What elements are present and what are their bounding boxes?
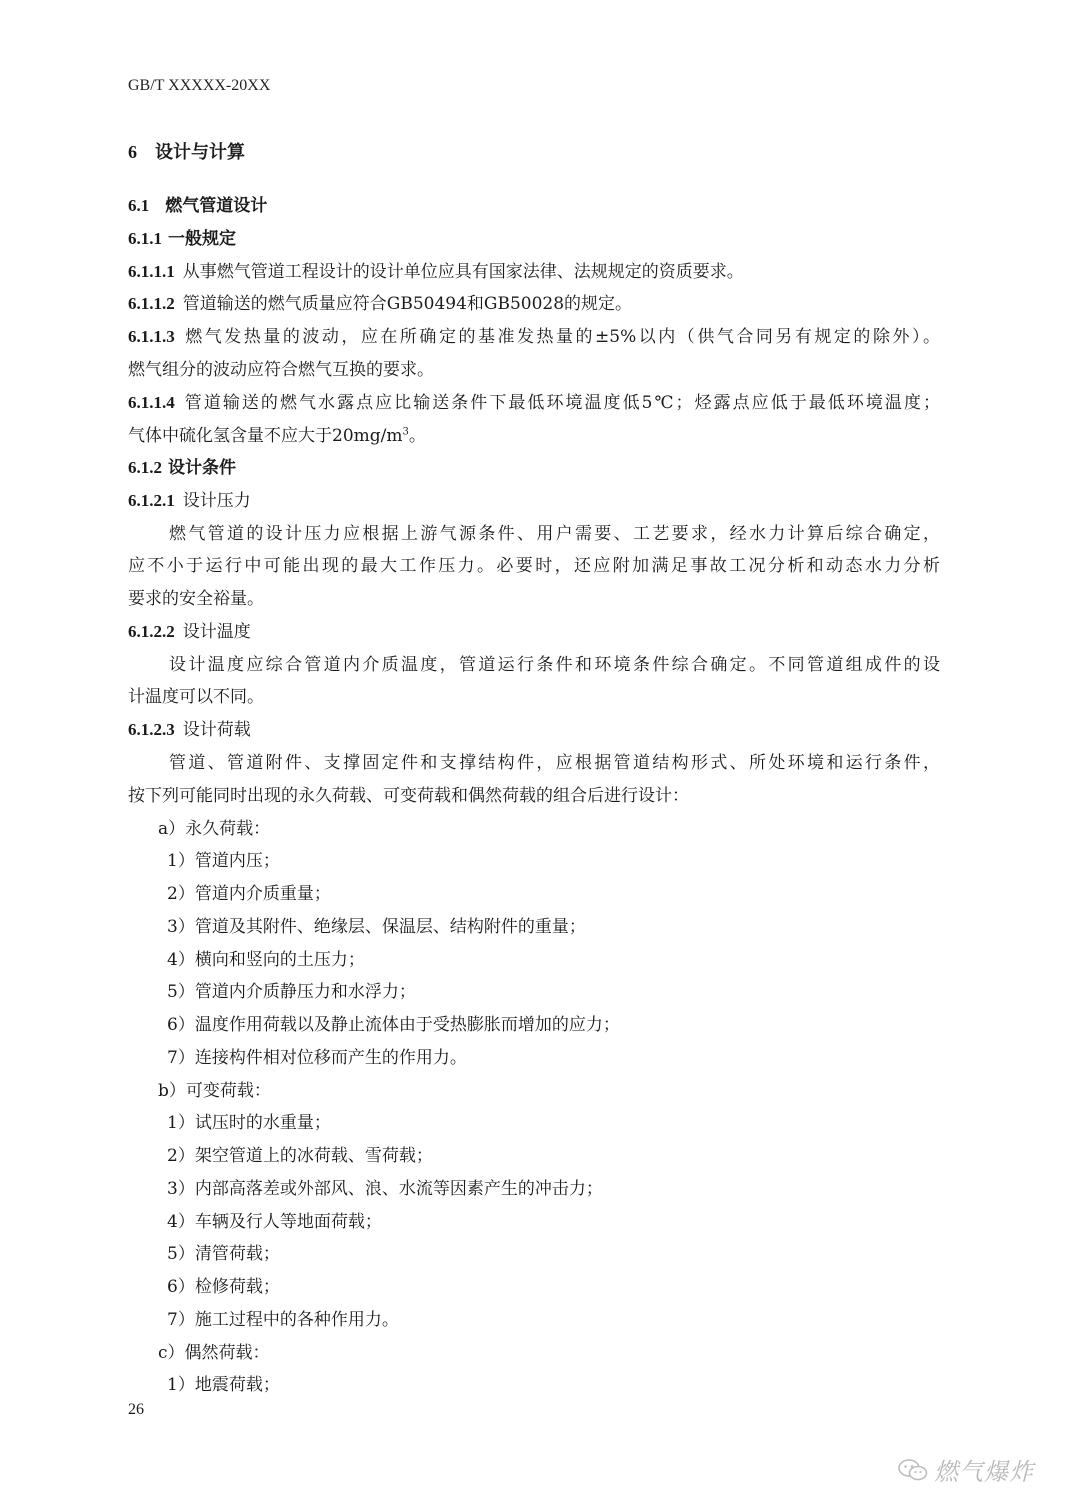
- chapter-number: 6: [128, 142, 137, 162]
- clause-6121-para-line2: 应不小于运行中可能出现的最大工作压力。必要时，还应附加满足事故工况分析和动态水力分析: [128, 556, 940, 576]
- clause-6111: 6.1.1.1 从事燃气管道工程设计的设计单位应具有国家法律、法规规定的资质要求。: [128, 262, 744, 282]
- watermark: [898, 1452, 1034, 1487]
- list-item: 2）管道内介质重量；: [167, 884, 331, 904]
- list-item: 3）管道及其附件、绝缘层、保温层、结构附件的重量；: [167, 917, 586, 937]
- clause-6122-title: 6.1.2.2 设计温度: [128, 622, 251, 642]
- chapter-heading: [128, 141, 245, 164]
- list-label-a: a）永久荷载：: [158, 819, 271, 839]
- chapter-title: 设计与计算: [155, 142, 245, 163]
- list-item: 4）车辆及行人等地面荷载；: [167, 1212, 382, 1232]
- section-number: 6.1: [128, 196, 150, 215]
- clause-6122-para-line1: 设计温度应综合管道内介质温度，管道运行条件和环境条件综合确定。不同管道组成件的设: [169, 655, 940, 675]
- clause-6123-title: 6.1.2.3 设计荷载: [128, 720, 251, 740]
- clause-6121-para-line3: 要求的安全裕量。: [128, 589, 264, 609]
- clause-6113-line2: 燃气组分的波动应符合燃气互换的要求。: [128, 360, 434, 380]
- clause-6112: 6.1.1.2 管道输送的燃气质量应符合GB50494和GB50028的规定。: [128, 294, 633, 314]
- page-number: 26: [128, 1401, 144, 1418]
- list-item: 3）内部高落差或外部风、浪、水流等因素产生的冲击力；: [167, 1179, 603, 1199]
- clause-6113-line1: 6.1.1.3 燃气发热量的波动，应在所确定的基准发热量的±5%以内（供气合同另有规定的除外）。: [128, 327, 940, 347]
- list-item: 1）试压时的水重量；: [167, 1113, 331, 1133]
- clause-6122-para-line2: 计温度可以不同。: [128, 687, 264, 707]
- list-item: 6）温度作用荷载以及静止流体由于受热膨胀而增加的应力；: [167, 1015, 620, 1035]
- section-heading: [128, 195, 267, 217]
- clause-6114-line1: 6.1.1.4 管道输送的燃气水露点应比输送条件下最低环境温度低5℃；烃露点应低于最低环境温度；: [128, 393, 940, 413]
- list-item: 6）检修荷载；: [167, 1277, 280, 1297]
- list-item: 1）地震荷载；: [167, 1375, 280, 1395]
- clause-6121-para-line1: 燃气管道的设计压力应根据上游气源条件、用户需要、工艺要求，经水力计算后综合确定，: [169, 524, 940, 544]
- list-item: 4）横向和竖向的土压力；: [167, 950, 365, 970]
- list-item: 5）清管荷载；: [167, 1244, 280, 1264]
- subsection-heading-612: 6.1.2 设计条件: [128, 458, 236, 478]
- clause-6123-para-line2: 按下列可能同时出现的永久荷载、可变荷载和偶然荷载的组合后进行设计：: [128, 786, 689, 806]
- clause-6114-line2: 气体中硫化氢含量不应大于$20mg/m^3$。: [128, 426, 426, 446]
- subsection-heading-611: 6.1.1 一般规定: [128, 229, 236, 249]
- list-item: 1）管道内压；: [167, 851, 280, 871]
- watermark-text: 燃气爆炸: [934, 1458, 1034, 1486]
- list-label-b: b）可变荷载：: [158, 1081, 271, 1101]
- clause-6123-para-line1: 管道、管道附件、支撑固定件和支撑结构件，应根据管道结构形式、所处环境和运行条件，: [169, 753, 940, 773]
- list-item: 2）架空管道上的冰荷载、雪荷载；: [167, 1146, 433, 1166]
- list-item: 7）连接构件相对位移而产生的作用力。: [167, 1048, 467, 1068]
- section-title: 燃气管道设计: [165, 196, 268, 216]
- wechat-icon: [898, 1458, 928, 1482]
- list-item: 5）管道内介质静压力和水浮力；: [167, 982, 416, 1002]
- list-label-c: c）偶然荷载：: [158, 1343, 270, 1363]
- doc-id-header: GB/T XXXXX-20XX: [128, 77, 271, 94]
- clause-6121-title: 6.1.2.1 设计压力: [128, 491, 251, 511]
- list-item: 7）施工过程中的各种作用力。: [167, 1310, 399, 1330]
